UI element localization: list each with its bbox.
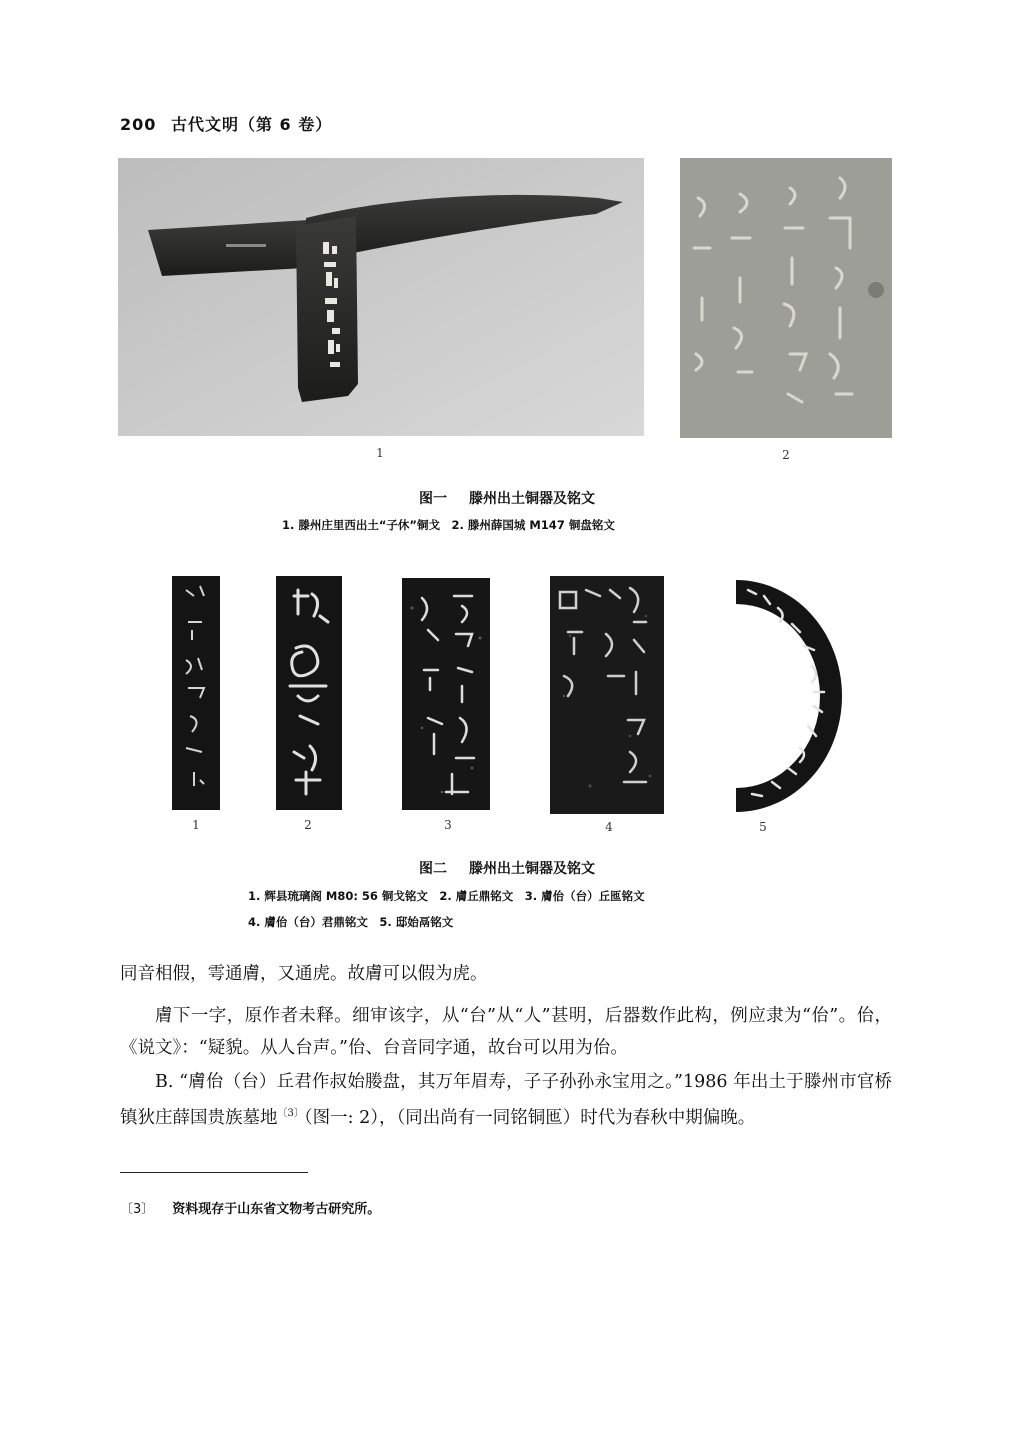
figure2-rubbing-3 (402, 578, 490, 810)
running-header (120, 112, 332, 135)
figure2-rubbing-5-arc (734, 576, 844, 816)
figure1-item-number: 2 (782, 448, 790, 462)
figure1-caption: 1. 滕州庄里西出土“子休”铜戈 2. 滕州薛国城 M147 铜盘铭文 (282, 518, 615, 532)
figure2-caption-line1: 1. 辉县琉璃阁 M80: 56 铜戈铭文 2. 膚丘鼎铭文 3. 膚佁（台）丘匜铭文 (248, 889, 645, 903)
figure1-title-text: 滕州出土铜器及铭文 (469, 491, 595, 507)
footnote (120, 1198, 380, 1217)
figure2-label: 图二 (419, 861, 447, 877)
footnote-text: 资料现存于山东省文物考古研究所。 (172, 1202, 381, 1217)
body-paragraph-1: 同音相假，雩通膚，又通虎。故膚可以假为虎。 (120, 964, 488, 984)
figure1-title (0, 488, 1014, 508)
figure1-label: 图一 (419, 491, 447, 507)
paragraph-3-text: B. “膚佁（台）丘君作叔始媵盘，其万年眉寿，子子孙孙永宝用之。”1986 年出土于滕州市官桥镇狄庄薛国贵族墓地 (120, 1072, 892, 1128)
figure2-caption-line2: 4. 膚佁（台）君鼎铭文 5. 邸始鬲铭文 (248, 915, 454, 929)
body-paragraph-2: 膚下一字，原作者未释。细审该字，从“台”从“人”甚明，后器数作此构，例应隶为“佁”。佁，《说文》：“疑貌。从人台声。”佁、台音同字通，故台可以用为佁。 (120, 1006, 892, 1058)
figure2-item-number: 5 (759, 820, 767, 834)
paragraph-3-text-end: （图一: 2），（同出尚有一同铭铜匜）时代为春秋中期偏晚。 (303, 1108, 756, 1128)
figure1-item-number: 1 (376, 446, 384, 460)
figure2-rubbing-4 (550, 576, 664, 814)
figure2-item-number: 3 (444, 818, 452, 832)
figure2-item-number: 2 (304, 818, 312, 832)
footnote-rule (120, 1172, 308, 1173)
figure2-item-number: 1 (192, 818, 200, 832)
footnote-mark: 〔3〕 (120, 1202, 155, 1217)
footnote-reference[interactable]: 〔3〕 (277, 1108, 304, 1119)
body-paragraph-3 (120, 1066, 892, 1134)
figure2-rubbing-1 (172, 576, 220, 810)
figure2-rubbing-2 (276, 576, 342, 810)
figure1-pan-inscription-photo (680, 158, 892, 438)
book-title: 古代文明（第 6 卷） (170, 115, 333, 134)
figure2-title-text: 滕州出土铜器及铭文 (469, 861, 595, 877)
page-number: 200 (120, 115, 157, 134)
figure1-bronze-ge-photo (118, 158, 644, 436)
figure2-item-number: 4 (605, 820, 613, 834)
figure2-title (0, 858, 1014, 878)
